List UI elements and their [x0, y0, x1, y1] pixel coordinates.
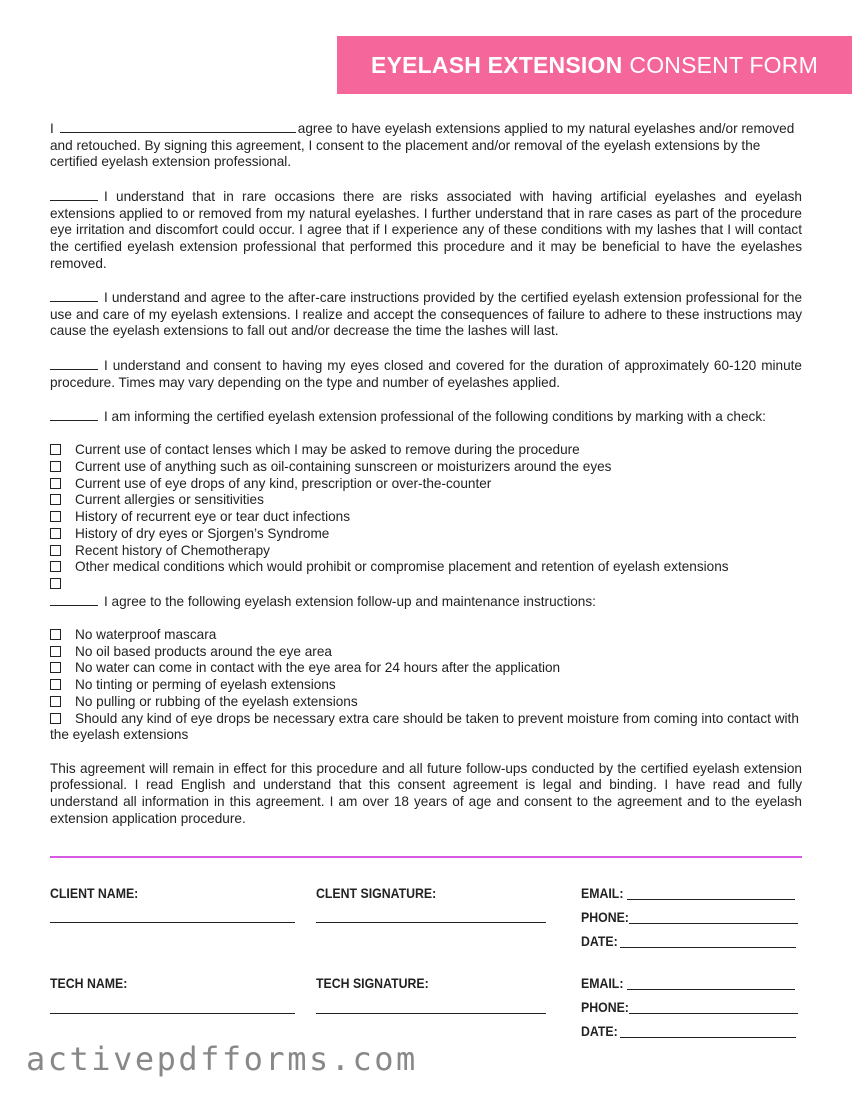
condition-label: Current use of contact lenses which I may be asked to remove during the procedure [75, 442, 580, 458]
client-email-line[interactable] [627, 899, 795, 900]
checkbox[interactable] [50, 646, 61, 657]
conditions-checklist [50, 442, 802, 592]
instruction-item [50, 644, 802, 661]
instruction-label: No waterproof mascara [75, 626, 217, 642]
tech-phone-line[interactable] [629, 1013, 798, 1014]
checkbox[interactable] [50, 461, 61, 472]
conditions-paragraph [50, 408, 802, 426]
condition-label: Recent history of Chemotherapy [75, 542, 270, 558]
conditions-text: I am informing the certified eyelash extension professional of the following conditions by marking with a check: [104, 408, 766, 424]
condition-item [50, 543, 802, 560]
checkbox[interactable] [50, 696, 61, 707]
checkbox[interactable] [50, 713, 61, 724]
risk-paragraph [50, 188, 802, 273]
intro-paragraph [50, 120, 802, 171]
client-signature-line[interactable] [316, 922, 546, 923]
initial-blank-followup[interactable] [50, 593, 98, 606]
condition-label: Other medical conditions which would prohibit or compromise placement and retention of eyelash extensions [75, 559, 729, 575]
condition-item [50, 476, 802, 493]
tech-email-label: EMAIL: [581, 975, 624, 991]
form-title-banner [337, 36, 852, 94]
checkbox[interactable] [50, 494, 61, 505]
tech-name-line[interactable] [50, 1013, 295, 1014]
followup-text: I agree to the following eyelash extension follow-up and maintenance instructions: [104, 593, 596, 609]
form-title-light: CONSENT FORM [629, 51, 818, 78]
instruction-label: No water can come in contact with the eye area for 24 hours after the application [75, 660, 561, 676]
instruction-item [50, 711, 802, 744]
condition-item [50, 509, 802, 526]
aftercare-paragraph [50, 289, 802, 340]
client-name-blank[interactable] [60, 120, 296, 133]
instruction-item [50, 627, 802, 644]
instruction-label: Should any kind of eye drops be necessary extra care should be taken to prevent moisture from coming into contact with the eyelash extensions [50, 710, 799, 743]
condition-label: Current allergies or sensitivities [75, 492, 264, 508]
client-name-line[interactable] [50, 922, 295, 923]
checkbox[interactable] [50, 679, 61, 690]
form-title-bold: EYELASH EXTENSION [371, 51, 623, 78]
initial-blank-conditions[interactable] [50, 408, 98, 421]
condition-item [50, 526, 802, 543]
client-date-line[interactable] [620, 947, 796, 948]
client-phone-line[interactable] [629, 923, 798, 924]
client-name-label: CLIENT NAME: [50, 885, 139, 901]
watermark-text: activepdfforms.com [26, 1040, 418, 1078]
risk-text: I understand that in rare occasions there are risks associated with having artificial eyelashes and eyelash extensions applied to or removed from my natural eyelashes. I further understand that in rare cases as part of the procedure eye irritation and discomfort could occur. I agree that if I experience any of these conditions with my lashes that I will contact the certified eyelash extension professional that performed this procedure and it may be beneficial to have the eyelashes removed. [50, 188, 802, 271]
initial-blank-duration[interactable] [50, 357, 98, 370]
followup-paragraph [50, 593, 802, 611]
tech-phone-label: PHONE: [581, 999, 629, 1015]
duration-text: I understand and consent to having my eyes closed and covered for the duration of approximately 60-120 minute procedure. Times may vary depending on the type and number of eyelashes applied. [50, 357, 802, 390]
tech-email-line[interactable] [627, 989, 795, 990]
intro-prefix: I [50, 121, 54, 136]
condition-item-empty [50, 576, 802, 593]
duration-paragraph [50, 357, 802, 391]
aftercare-text: I understand and agree to the after-care instructions provided by the certified eyelash extension professional for the use and care of my eyelash extensions. I realize and accept the consequences of failure to adhere to these instructions may cause the eyelash extensions to fall out and/or decrease the time the lashes will last. [50, 290, 802, 339]
instruction-item [50, 660, 802, 677]
client-date-label: DATE: [581, 933, 618, 949]
instruction-item [50, 677, 802, 694]
initial-blank-risks[interactable] [50, 188, 98, 201]
instructions-checklist [50, 627, 802, 744]
condition-item [50, 492, 802, 509]
checkbox[interactable] [50, 444, 61, 455]
intro-text: agree to have eyelash extensions applied to my natural eyelashes and/or removed and retouched. By signing this agreement, I consent to the placement and/or removal of the eyelash extensions by the certified eyelash extension professional. [50, 121, 795, 170]
instruction-label: No oil based products around the eye area [75, 643, 332, 659]
tech-signature-label: TECH SIGNATURE: [316, 975, 429, 991]
instruction-label: No tinting or perming of eyelash extensions [75, 677, 336, 693]
client-signature-label: CLENT SIGNATURE: [316, 885, 437, 901]
condition-item [50, 559, 802, 576]
condition-label: Current use of anything such as oil-containing sunscreen or moisturizers around the eyes [75, 458, 612, 474]
condition-item [50, 442, 802, 459]
checkbox[interactable] [50, 511, 61, 522]
client-phone-label: PHONE: [581, 909, 629, 925]
section-divider [50, 856, 802, 858]
instruction-label: No pulling or rubbing of the eyelash extensions [75, 693, 358, 709]
tech-signature-line[interactable] [316, 1013, 546, 1014]
checkbox[interactable] [50, 545, 61, 556]
checkbox[interactable] [50, 528, 61, 539]
condition-label: History of recurrent eye or tear duct infections [75, 509, 351, 525]
checkbox[interactable] [50, 662, 61, 673]
checkbox[interactable] [50, 478, 61, 489]
client-email-label: EMAIL: [581, 885, 624, 901]
instruction-item [50, 694, 802, 711]
condition-item [50, 459, 802, 476]
condition-label: Current use of eye drops of any kind, prescription or over-the-counter [75, 475, 492, 491]
tech-date-label: DATE: [581, 1023, 618, 1039]
checkbox[interactable] [50, 629, 61, 640]
checkbox[interactable] [50, 578, 61, 589]
condition-label: History of dry eyes or Sjorgen’s Syndrome [75, 525, 330, 541]
agreement-paragraph: This agreement will remain in effect for this procedure and all future follow-ups conducted by the certified eyelash extension professional. I read English and understand that this consent agreement is legal and binding. I have read and fully understand all information in this agreement. I am over 18 years of age and consent to the agreement and to the eyelash extension application procedure. [50, 760, 802, 826]
tech-name-label: TECH NAME: [50, 975, 128, 991]
form-body [50, 120, 802, 844]
tech-date-line[interactable] [620, 1037, 796, 1038]
checkbox[interactable] [50, 561, 61, 572]
initial-blank-aftercare[interactable] [50, 289, 98, 302]
